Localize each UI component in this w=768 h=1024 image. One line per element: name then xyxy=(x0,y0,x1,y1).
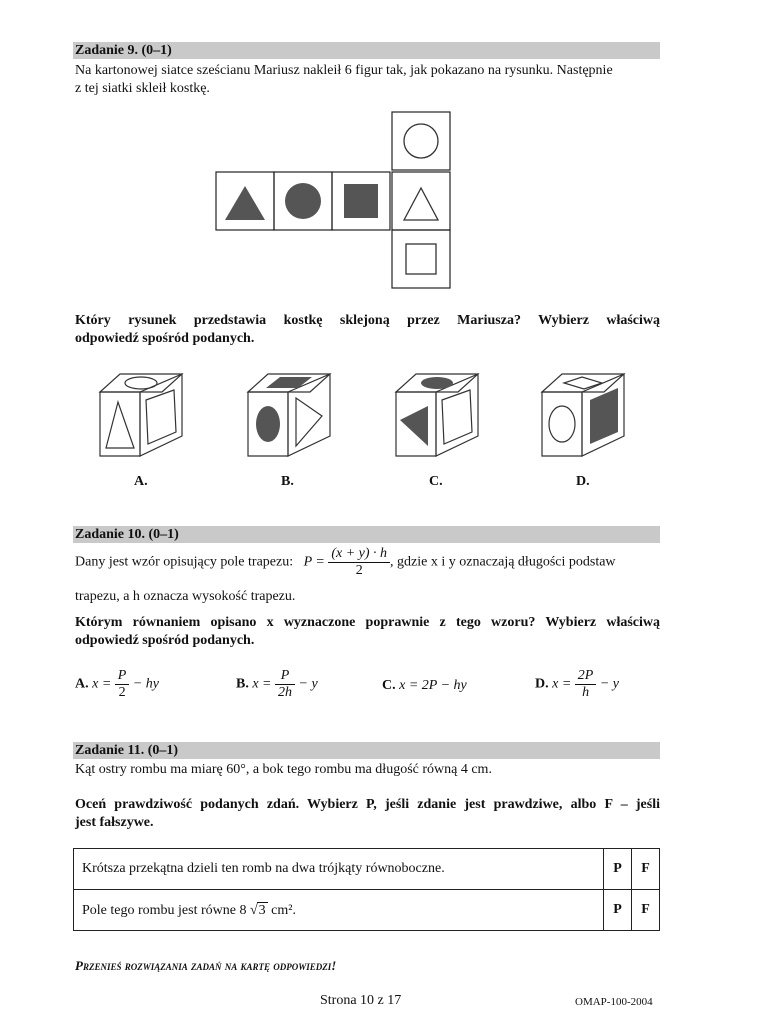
task10-option-b[interactable]: B. x = $\frac{P}{2h}$ − y xyxy=(236,668,318,700)
outline-triangle-icon xyxy=(404,188,438,220)
task10-question-line2: odpowiedź spośród podanych. xyxy=(75,633,255,648)
cube-net-figure xyxy=(214,110,464,290)
task9-intro-line2: z tej siatki skleił kostkę. xyxy=(75,81,210,96)
table-row xyxy=(74,849,660,890)
statement-1: Krótsza przekątna dzieli ten romb na dwa trójkąty równoboczne. xyxy=(74,849,604,890)
filled-circle-icon xyxy=(285,183,321,219)
net-square-middle xyxy=(392,172,450,230)
task9-intro-line1: Na kartonowej siatce sześcianu Mariusz nakleił 6 figur tak, jak pokazano na rysunku. Następnie xyxy=(75,63,613,78)
exam-code: OMAP-100-2004 xyxy=(575,996,653,1008)
task10-line2: trapezu, a h oznacza wysokość trapezu. xyxy=(75,589,296,604)
task11-header: Zadanie 11. (0–1) xyxy=(73,742,660,759)
outline-square-icon xyxy=(406,244,436,274)
statement-2-false-option[interactable]: F xyxy=(632,890,660,931)
page-number: Strona 10 z 17 xyxy=(320,993,402,1008)
option-d-label: D. xyxy=(576,474,590,489)
outline-circle-icon xyxy=(404,124,438,158)
task10-option-a[interactable]: A. x = $\frac{P}{2}$ − hy xyxy=(75,668,160,700)
statement-1-true-option[interactable]: P xyxy=(604,849,632,890)
trapezoid-formula: Dany jest wzór opisujący pole trapezu: P = $\frac{(x + y) \cdot h}{2}$ , gdzie x i y oznaczają długości podstaw xyxy=(75,546,616,578)
cube-option-a[interactable] xyxy=(98,372,188,462)
filled-square-icon xyxy=(344,184,378,218)
net-square-top xyxy=(392,112,450,170)
task11-question-line1: Oceń prawdziwość podanych zdań. Wybierz P, jeśli zdanie jest prawdziwe, albo F – jeśli xyxy=(75,797,660,812)
task11-intro: Kąt ostry rombu ma miarę 60°, a bok tego rombu ma długość równą 4 cm. xyxy=(75,762,492,777)
task9-question-line2: odpowiedź spośród podanych. xyxy=(75,331,255,346)
task9-header: Zadanie 9. (0–1) xyxy=(73,42,660,59)
task9-question-line1: Który rysunek przedstawia kostkę sklejoną przez Mariusza? Wybierz właściwą xyxy=(75,313,660,328)
task10-option-c[interactable]: C. x = 2P − hy xyxy=(382,678,467,693)
option-c-label: C. xyxy=(429,474,443,489)
true-false-table xyxy=(73,848,660,931)
statement-2: Pole tego rombu jest równe 8 √3 cm². xyxy=(74,890,604,931)
task11-question-line2: jest fałszywe. xyxy=(75,815,154,830)
task10-header: Zadanie 10. (0–1) xyxy=(73,526,660,543)
table-row xyxy=(74,890,660,931)
filled-triangle-icon xyxy=(225,186,265,220)
statement-2-true-option[interactable]: P xyxy=(604,890,632,931)
transfer-answers-note: Przenieś rozwiązania zadań na kartę odpowiedzi! xyxy=(75,958,337,973)
option-b-label: B. xyxy=(281,474,294,489)
cube-option-c[interactable] xyxy=(394,372,484,462)
option-a-label: A. xyxy=(134,474,148,489)
net-square-bottom xyxy=(392,230,450,288)
task10-question-line1: Którym równaniem opisano x wyznaczone poprawnie z tego wzoru? Wybierz właściwą xyxy=(75,615,660,630)
cube-option-d[interactable] xyxy=(540,372,630,462)
cube-option-b[interactable] xyxy=(246,372,336,462)
task10-option-d[interactable]: D. x = $\frac{2P}{h}$ − y xyxy=(535,668,620,700)
statement-1-false-option[interactable]: F xyxy=(632,849,660,890)
